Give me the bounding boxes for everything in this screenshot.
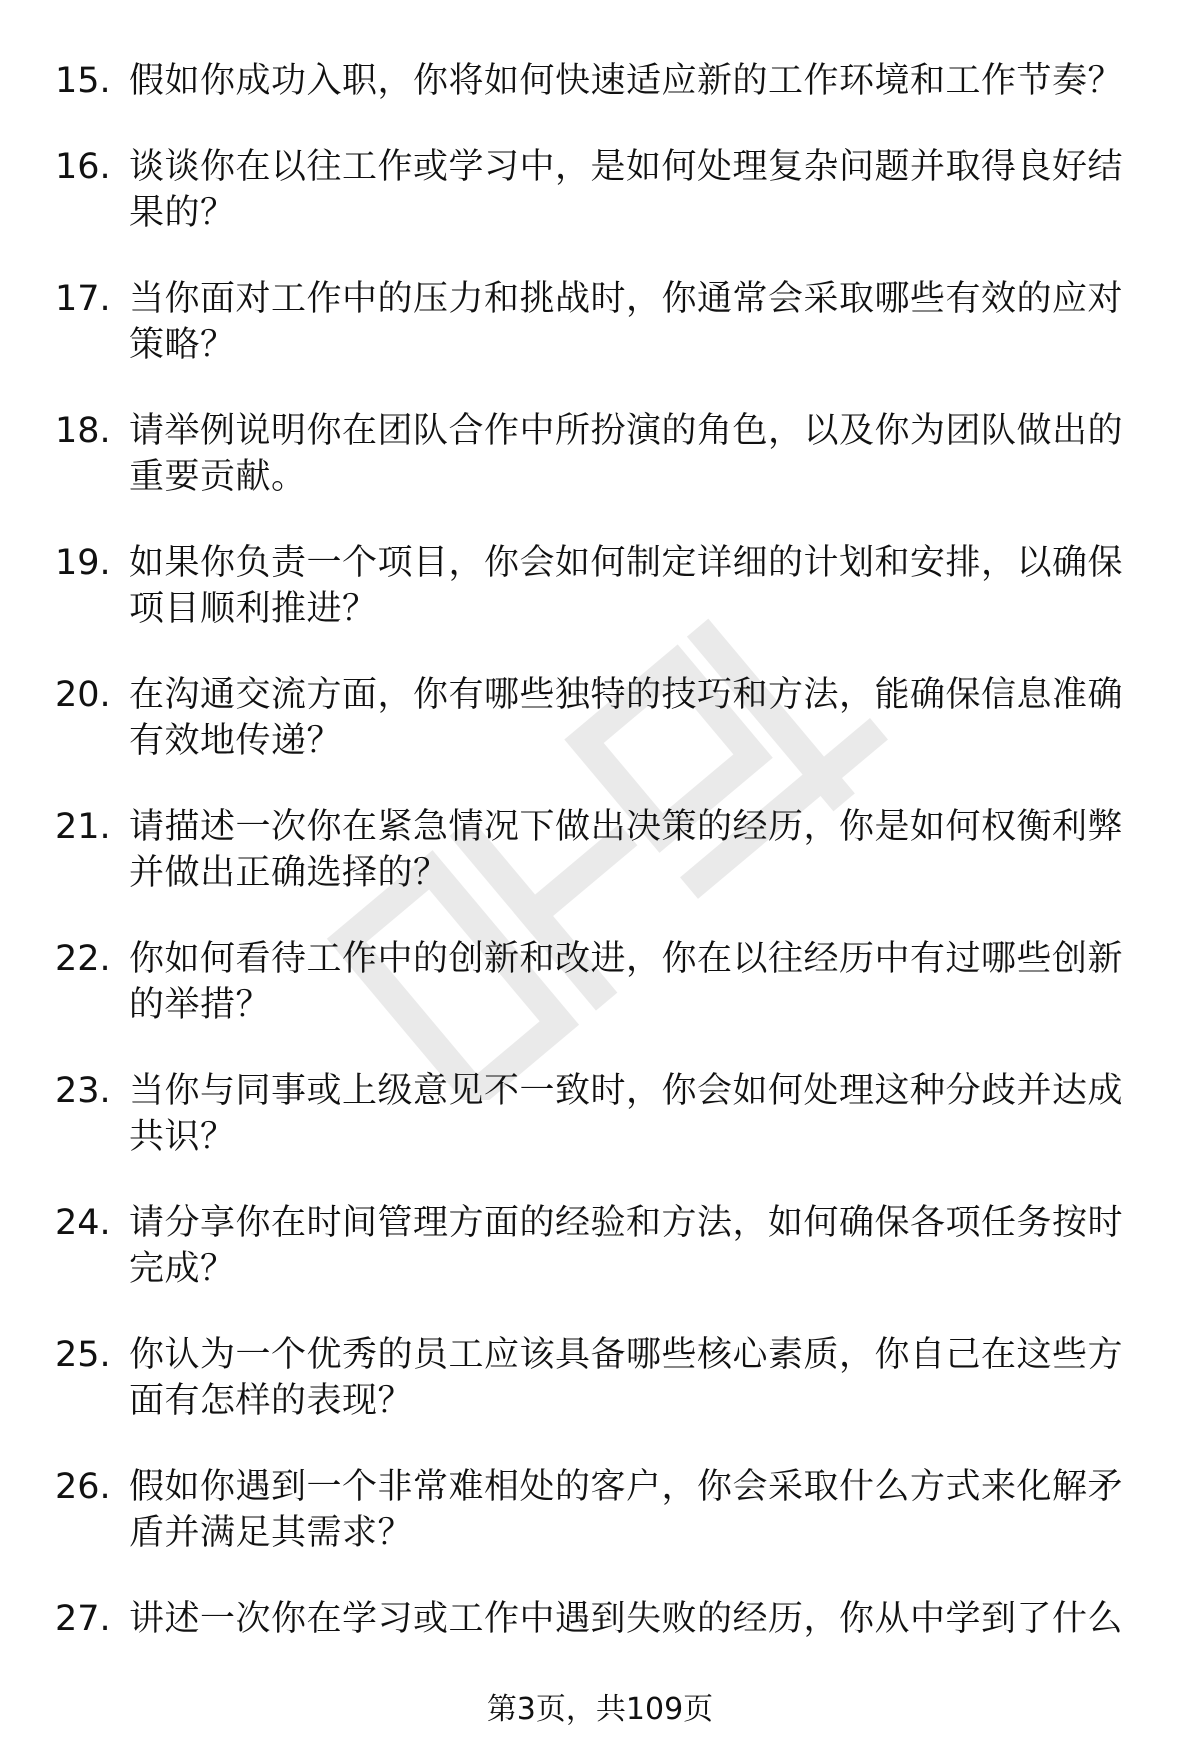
question-text: 你认为一个优秀的员工应该具备哪些核心素质，你自己在这些方面有怎样的表现？ [129, 1335, 1124, 1421]
question-item-27 [55, 1596, 1145, 1642]
question-number: 23. [55, 1071, 111, 1111]
question-number: 16. [55, 147, 111, 187]
question-text: 在沟通交流方面，你有哪些独特的技巧和方法，能确保信息准确有效地传递？ [129, 675, 1124, 761]
question-text: 谈谈你在以往工作或学习中，是如何处理复杂问题并取得良好结果的？ [129, 147, 1124, 233]
question-item-15 [55, 58, 1145, 104]
question-item-20 [55, 672, 1145, 764]
question-text: 当你面对工作中的压力和挑战时，你通常会采取哪些有效的应对策略？ [129, 279, 1124, 365]
question-text: 当你与同事或上级意见不一致时，你会如何处理这种分歧并达成共识？ [129, 1071, 1124, 1157]
question-item-16 [55, 144, 1145, 236]
question-text: 请描述一次你在紧急情况下做出决策的经历，你是如何权衡利弊并做出正确选择的？ [129, 807, 1124, 893]
question-number: 19. [55, 543, 111, 583]
question-item-21 [55, 804, 1145, 896]
question-item-19 [55, 540, 1145, 632]
question-item-24 [55, 1200, 1145, 1292]
question-text: 你如何看待工作中的创新和改进，你在以往经历中有过哪些创新的举措？ [129, 939, 1124, 1025]
question-item-25 [55, 1332, 1145, 1424]
question-number: 15. [55, 61, 111, 101]
question-item-18 [55, 408, 1145, 500]
question-text: 讲述一次你在学习或工作中遇到失败的经历，你从中学到了什么 [129, 1599, 1124, 1639]
question-number: 18. [55, 411, 111, 451]
question-item-23 [55, 1068, 1145, 1160]
question-list [55, 58, 1145, 1682]
question-number: 24. [55, 1203, 111, 1243]
question-number: 22. [55, 939, 111, 979]
question-number: 26. [55, 1467, 111, 1507]
question-text: 请分享你在时间管理方面的经验和方法，如何确保各项任务按时完成？ [129, 1203, 1124, 1289]
question-number: 25. [55, 1335, 111, 1375]
question-number: 27. [55, 1599, 111, 1639]
question-item-22 [55, 936, 1145, 1028]
page-footer: 第3页，共109页 [486, 1692, 714, 1727]
question-text: 如果你负责一个项目，你会如何制定详细的计划和安排，以确保项目顺利推进？ [129, 543, 1124, 629]
question-number: 20. [55, 675, 111, 715]
question-text: 假如你遇到一个非常难相处的客户，你会采取什么方式来化解矛盾并满足其需求？ [129, 1467, 1124, 1553]
question-text: 请举例说明你在团队合作中所扮演的角色，以及你为团队做出的重要贡献。 [129, 411, 1124, 497]
question-item-17 [55, 276, 1145, 368]
question-number: 21. [55, 807, 111, 847]
question-number: 17. [55, 279, 111, 319]
question-text: 假如你成功入职，你将如何快速适应新的工作环境和工作节奏？ [129, 61, 1124, 101]
question-item-26 [55, 1464, 1145, 1556]
